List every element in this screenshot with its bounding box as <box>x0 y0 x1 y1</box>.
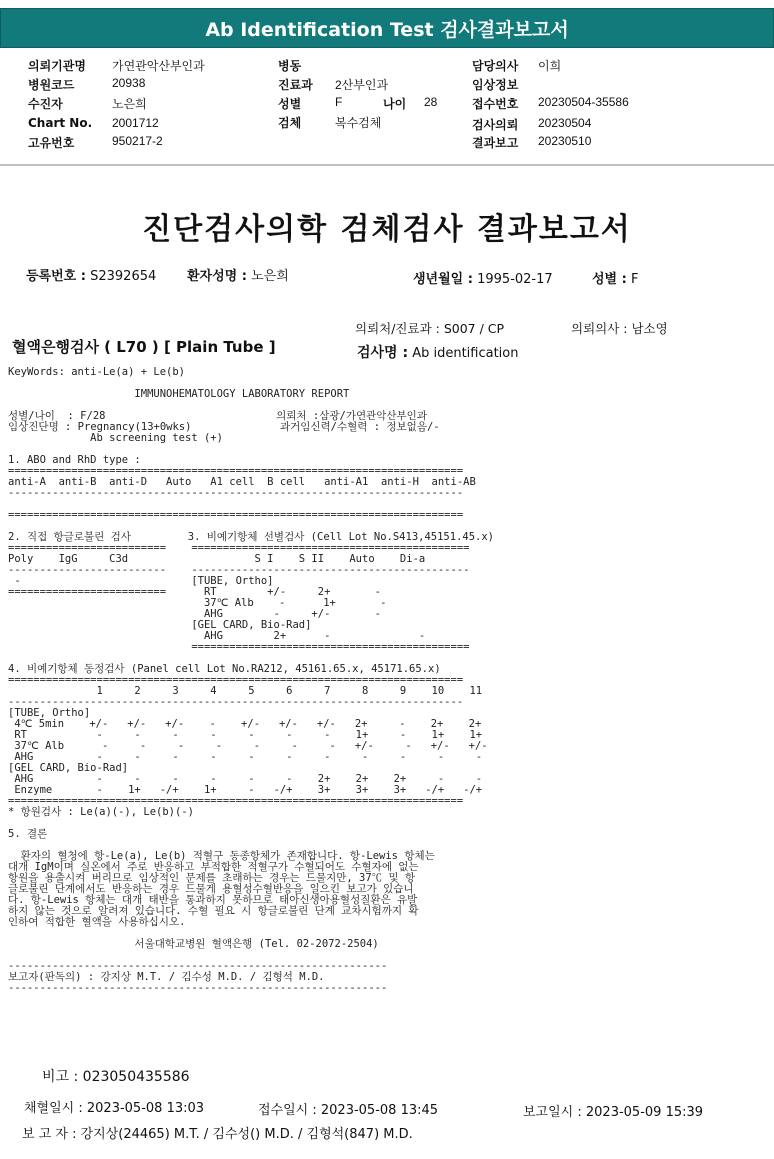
field-label: 보고일시 : <box>523 1105 582 1120</box>
collection-time <box>24 1097 204 1116</box>
registration-number <box>26 265 156 284</box>
info-value: 20230510 <box>538 134 592 148</box>
info-label: 검사의뢰 <box>472 118 519 132</box>
info-value: 20230504 <box>538 116 592 130</box>
field-value: 1995-02-17 <box>477 272 553 287</box>
info-label: 고유번호 <box>28 136 75 150</box>
info-value: 복수검체 <box>335 116 382 130</box>
info-label: 나이 <box>383 97 407 111</box>
report-header-title: Ab Identification Test 검사결과보고서 <box>205 18 569 41</box>
info-value: 20938 <box>112 76 146 90</box>
lab-report-text: KeyWords: anti-Le(a) + Le(b) IMMUNOHEMATOLOGY LABORATORY REPORT 성별/나이 : F/28 의뢰처 :삼광/가연관악산부인과 임상진단명 : Pregnancy(13+0wks) 과거임신력/수혈력 : 정보없음/- Ab screening test (+) 1. ABO and RhD type : ======================================================================== anti-A anti-B anti-D Auto A1 cell B cell anti-A1 anti-H anti-AB ------------------------------------------------------------------------ ======================================================================== 2. 직접 항글로불린 검사 3. 비예기항체 선별검사 (Cell Lot No.S413,45151.45.x) ========================= ============================================ Poly IgG C3d S I S II Auto Di-a ------------------------- -------------------------------------------- - [TUBE, Ortho] ========================= RT +/- 2+ - 37℃ Alb - 1+ - AHG - +/- - [GEL CARD, Bio-Rad] AHG 2+ - - ============================================ 4. 비예기항체 동정검사 (Panel cell Lot No.RA212, 45161.65.x, 45171.65.x) ======================================================================== 1 2 3 4 5 6 7 8 9 10 11 ------------------------------------------------------------------------ [TUBE, Ortho] 4℃ 5min +/- +/- +/- - +/- +/- +/- 2+ - 2+ 2+ RT - - - - - - - 1+ - 1+ 1+ 37℃ Alb - - - - - - - +/- - +/- +/- AHG - - - - - - - - - - - [GEL CARD, Bio-Rad] AHG - - - - - - 2+ 2+ 2+ - - Enzyme - 1+ -/+ 1+ - -/+ 3+ 3+ 3+ -/+ -/+ ======================================================================== * 항원검사 : Le(a)(-), Le(b)(-) 5. 결론 환자의 혈청에 항-Le(a), Le(b) 적혈구 동종항체가 존재합니다. 항-Lewis 항체는 대개 IgM이며 실온에서 주로 반응하고 부적합한 적혈구가 수혈되어도 수혈자에 없는 항원을 용출시켜 버리므로 임상적인 문제를 초래하는 경우는 드물지만, 37℃ 및 항 글로불린 단계에서도 반응하는 경우 드물게 용혈성수혈반응을 일으킨 보고가 있습니 다. 항-Lewis 항체는 대개 태반을 통과하지 못하므로 태아신생아용혈성질환은 유발 하지 않는 것으로 알려져 있습니다. 수혈 필요 시 항글로불린 단계 교차시험까지 확 인하여 적합한 혈액을 사용하십시오. 서울대학교병원 혈액은행 (Tel. 02-2072-2504) ------------------------------------------------------------ 보고자(판독의) : 강지상 M.T. / 김수성 M.D. / 김형석 M.D. ------------------------------------------------------------ <box>8 366 495 994</box>
patient-name <box>187 265 289 284</box>
field-label: 접수일시 : <box>258 1103 317 1118</box>
field-value: F <box>630 272 639 287</box>
field-value: Ab identification <box>412 346 519 361</box>
info-value: 노은희 <box>112 97 147 111</box>
info-label: 의뢰기관명 <box>28 59 86 73</box>
field-value: S2392654 <box>90 269 157 284</box>
info-value: 2산부인과 <box>335 78 389 92</box>
receipt-time <box>258 1099 438 1118</box>
field-value: 2023-05-08 13:03 <box>86 1101 205 1116</box>
field-value: 2023-05-08 13:45 <box>320 1103 439 1118</box>
field-label: 보 고 자 : <box>22 1127 77 1142</box>
info-label: 병원코드 <box>28 78 75 92</box>
field-value: 강지상(24465) M.T. / 김수성() M.D. / 김형석(847) M.D. <box>80 1127 413 1142</box>
info-value: 950217-2 <box>112 134 163 148</box>
date-of-birth <box>413 268 553 287</box>
info-label: 수진자 <box>28 97 63 111</box>
info-label: 진료과 <box>278 78 313 92</box>
field-label: 채혈일시 : <box>24 1101 83 1116</box>
field-value: 2023-05-09 15:39 <box>585 1105 704 1120</box>
field-value: 023050435586 <box>82 1069 190 1085</box>
field-label: 환자성명 : <box>187 269 247 284</box>
field-label: 검사명 : <box>357 345 409 361</box>
info-label: Chart No. <box>28 116 93 130</box>
field-label: 비고 : <box>42 1069 79 1085</box>
patient-sex <box>592 268 638 287</box>
info-label: 검체 <box>278 116 302 130</box>
test-group: 혈액은행검사 ( L70 ) [ Plain Tube ] <box>12 338 276 356</box>
reporters <box>22 1123 413 1142</box>
info-label: 접수번호 <box>472 97 519 111</box>
report-header-bar <box>0 8 774 48</box>
field-value: 노은희 <box>251 269 289 284</box>
ordering-doctor: 의뢰의사 : 남소영 <box>571 321 668 336</box>
report-time <box>523 1101 703 1120</box>
document-title: 진단검사의학 검체검사 결과보고서 <box>142 212 632 247</box>
field-label: 성별 : <box>592 272 627 287</box>
info-label: 담당의사 <box>472 59 519 73</box>
info-value: 이희 <box>538 59 562 73</box>
field-label: 등록번호 : <box>26 269 86 284</box>
info-value: 2001712 <box>112 116 159 130</box>
info-label: 병동 <box>278 59 302 73</box>
lab-report-document <box>0 166 774 1159</box>
request-info-panel <box>0 50 774 160</box>
info-value: 28 <box>424 95 438 109</box>
info-value: 가연관악산부인과 <box>112 59 205 73</box>
test-name <box>357 342 518 362</box>
info-value: F <box>335 95 343 109</box>
dept-info: 의뢰처/진료과 : S007 / CP <box>355 321 505 336</box>
info-label: 임상정보 <box>472 78 519 92</box>
remark <box>42 1066 190 1086</box>
info-value: 20230504-35586 <box>538 95 629 109</box>
field-label: 생년월일 : <box>413 272 473 287</box>
info-label: 결과보고 <box>472 136 519 150</box>
info-label: 성별 <box>278 97 302 111</box>
